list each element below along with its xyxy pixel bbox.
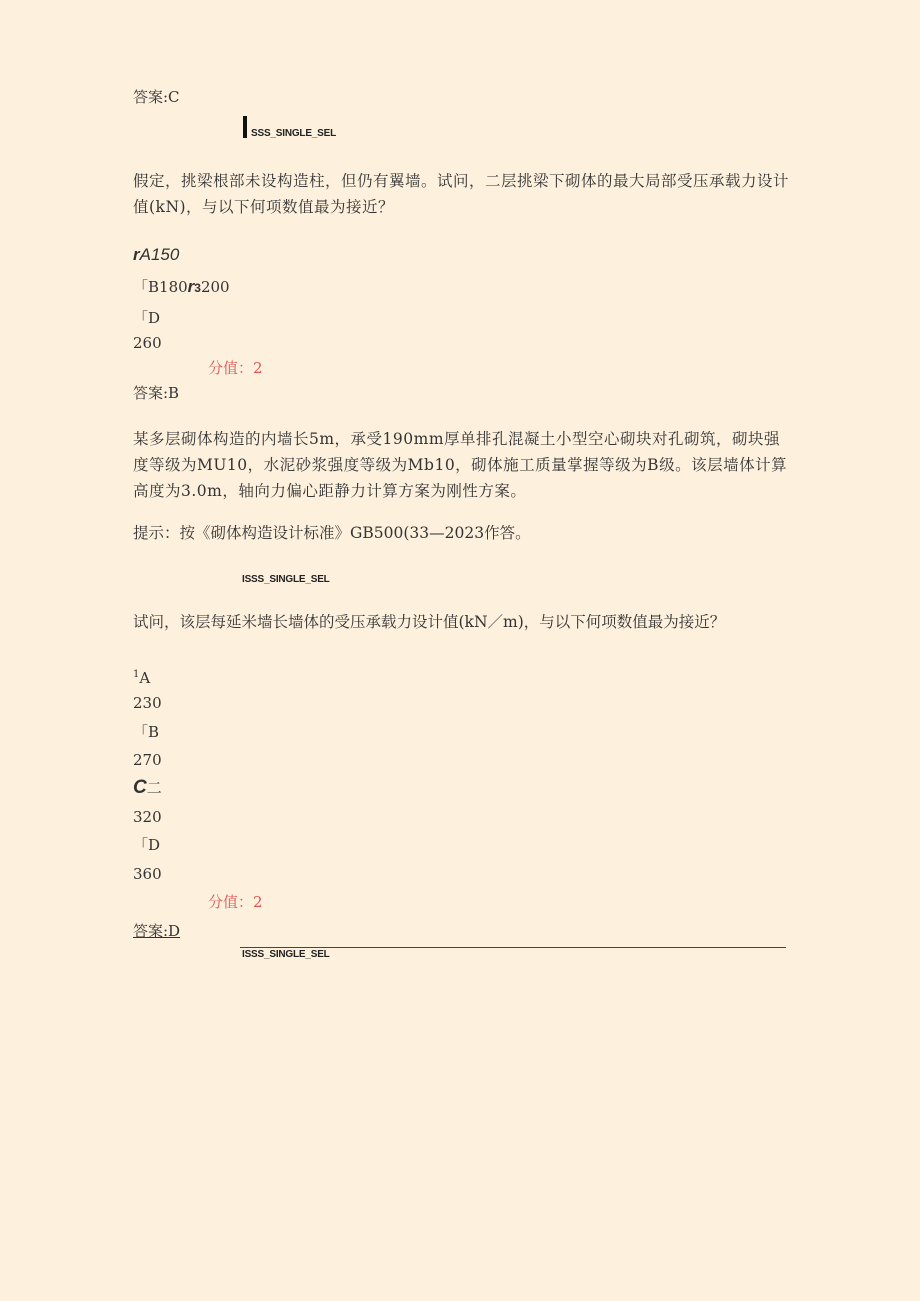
q2-type-tag: ISSS_SINGLE_SEL <box>242 574 330 585</box>
q2-option-a-value: 230 <box>133 694 162 712</box>
q1-option-a[interactable] <box>133 244 179 266</box>
q2-option-c-label: 二 <box>146 779 162 797</box>
q2-score: 分值：2 <box>208 893 263 911</box>
q2-intro: 某多层砌体构造的内墙长5m，承受190mm厚单排孔混凝土小型空心砌块对孔砌筑，砌块强度等级为MU10，水泥砂浆强度等级为Mb10，砌体施工质量掌握等级为B级。该层墙体计算高度为3.0m，轴向力偏心距静力计算方案为刚性方案。 <box>133 430 788 500</box>
cursor-bar <box>243 116 247 138</box>
q1-option-b-label: 「B180 <box>133 278 188 296</box>
next-type-tag: ISSS_SINGLE_SEL <box>242 949 330 960</box>
q2-answer: 答案:D <box>133 922 181 940</box>
q1-answer-b: 答案:B <box>133 384 180 402</box>
q1-option-c-label: 200 <box>200 278 230 296</box>
q1-option-c-mark: r <box>187 277 195 296</box>
q1-option-a-label: A150 <box>139 245 180 264</box>
q1-option-b-c[interactable] <box>133 276 230 299</box>
q2-option-c-value: 320 <box>133 808 162 826</box>
q2-option-a[interactable] <box>133 664 150 689</box>
divider-line <box>240 947 786 948</box>
q2-option-a-sup: 1 <box>133 669 140 680</box>
q2-option-d-value: 360 <box>133 865 162 883</box>
q2-option-b-value: 270 <box>133 751 162 769</box>
q2-option-b[interactable]: 「B <box>133 723 160 741</box>
q1-option-d-value: 260 <box>133 334 162 352</box>
q2-option-c[interactable] <box>133 777 162 799</box>
q2-question: 试问，该层每延米墙长墙体的受压承载力设计值(kN／m)，与以下何项数值最为接近？ <box>133 613 726 631</box>
q1-option-d[interactable]: 「D <box>133 309 161 327</box>
q1-type-tag: SSS_SINGLE_SEL <box>251 128 337 139</box>
q2-option-d[interactable]: 「D <box>133 836 161 854</box>
q2-hint: 提示：按《砌体构造设计标准》GB500(33—2023作答。 <box>133 524 531 542</box>
q1-answer: 答案:C <box>133 88 180 106</box>
q2-option-c-mark: C <box>133 777 147 798</box>
q2-option-a-label: A <box>139 669 151 687</box>
q1-question: 假定，挑梁根部未设构造柱，但仍有翼墙。试问，二层挑梁下砌体的最大局部受压承载力设计值(kN)，与以下何项数值最为接近？ <box>133 172 790 216</box>
q1-option-a-mark: r <box>133 245 140 264</box>
q1-score: 分值：2 <box>208 359 263 377</box>
q1-option-c-sub: 3 <box>194 281 201 295</box>
